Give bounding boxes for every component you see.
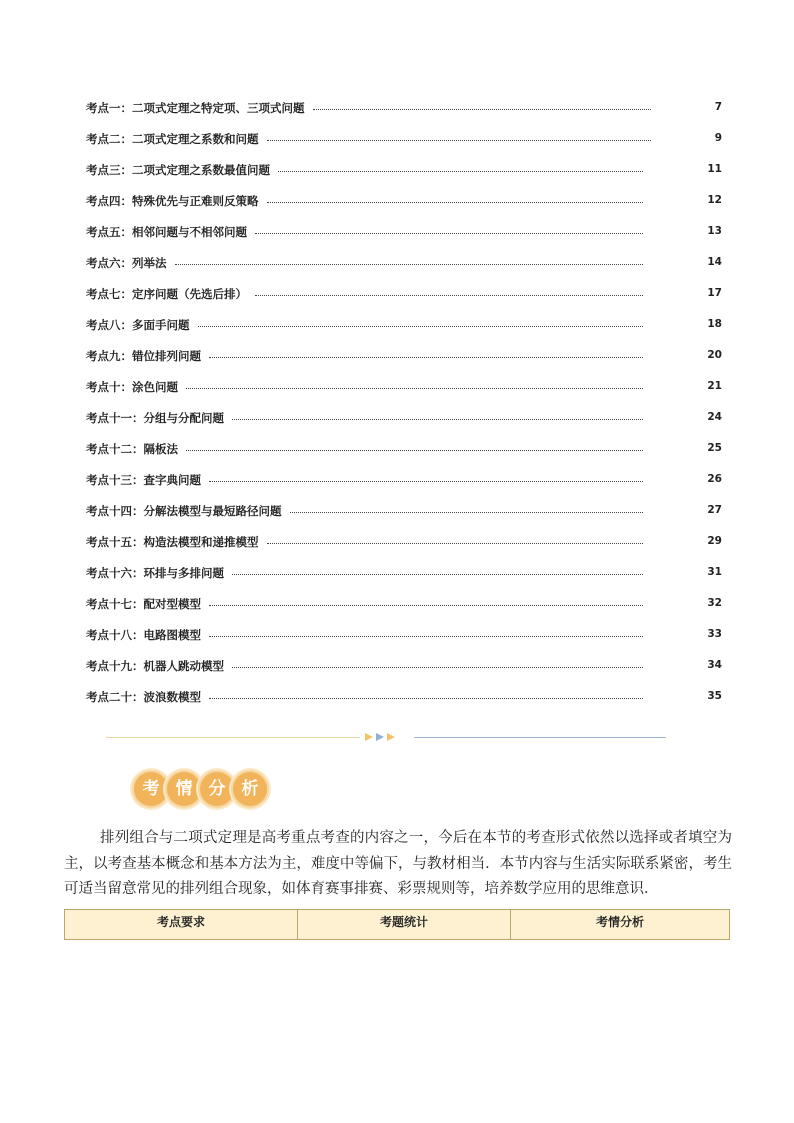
header-cell-requirements: 考点要求 (156, 915, 205, 929)
toc-leader-dots (186, 450, 643, 451)
toc-leader-dots (209, 481, 643, 482)
toc-entry-page: 14 (707, 256, 722, 268)
toc-entry-page: 13 (707, 225, 722, 237)
toc-entry-page: 34 (707, 659, 722, 671)
toc-leader-dots (198, 326, 643, 327)
toc-entry[interactable] (86, 253, 722, 273)
toc-entry-page: 25 (707, 442, 722, 454)
toc-entry[interactable] (86, 284, 722, 304)
toc-entry[interactable] (86, 470, 722, 490)
toc-entry[interactable] (86, 501, 722, 521)
toc-entry[interactable] (86, 687, 722, 707)
toc-entry-label: 考点十三：查字典问题 (86, 473, 201, 487)
toc-entry[interactable] (86, 377, 722, 397)
header-cell-statistics: 考题统计 (297, 910, 510, 939)
header-cell-analysis: 考情分析 (510, 910, 729, 939)
triple-arrow-icon (363, 731, 403, 743)
divider-left (106, 737, 360, 738)
toc-leader-dots (209, 605, 643, 606)
toc-entry[interactable] (86, 408, 722, 428)
toc-entry-page: 11 (707, 163, 722, 175)
toc-entry-page: 12 (707, 194, 722, 206)
toc-entry-page: 33 (707, 628, 722, 640)
toc-entry[interactable] (86, 160, 722, 180)
toc-entry-page: 32 (707, 597, 722, 609)
toc-leader-dots (278, 171, 643, 172)
toc-entry-label: 考点十八：电路图模型 (86, 628, 201, 642)
toc-entry-label: 考点十二：隔板法 (86, 442, 178, 456)
toc-leader-dots (267, 202, 643, 203)
toc-leader-dots (313, 109, 651, 110)
toc-entry[interactable] (86, 191, 722, 211)
badge-char: 情 (165, 770, 203, 808)
toc-entry-label: 考点二：二项式定理之系数和问题 (86, 132, 259, 146)
analysis-table-header (64, 909, 730, 940)
toc-entry[interactable] (86, 315, 722, 335)
toc-entry-page: 27 (707, 504, 722, 516)
toc-entry-label: 考点十一：分组与分配问题 (86, 411, 224, 425)
toc-entry-page: 7 (714, 101, 722, 113)
toc-entry-label: 考点十九：机器人跳动模型 (86, 659, 224, 673)
toc-entry-page: 17 (707, 287, 722, 299)
toc-entry-label: 考点十四：分解法模型与最短路径问题 (86, 504, 282, 518)
toc-entry[interactable] (86, 656, 722, 676)
toc-leader-dots (232, 419, 643, 420)
toc-entry[interactable] (86, 222, 722, 242)
toc-entry[interactable] (86, 129, 722, 149)
toc-leader-dots (232, 574, 643, 575)
toc-leader-dots (232, 667, 643, 668)
toc-leader-dots (267, 140, 651, 141)
toc-entry-page: 21 (707, 380, 722, 392)
divider-right (414, 737, 666, 738)
toc-entry[interactable] (86, 346, 722, 366)
badge-char: 考 (132, 770, 170, 808)
toc-entry[interactable] (86, 563, 722, 583)
toc-entry-page: 9 (714, 132, 722, 144)
toc-leader-dots (186, 388, 643, 389)
toc-leader-dots (255, 295, 643, 296)
badge-char: 析 (231, 770, 269, 808)
toc-entry-label: 考点十：涂色问题 (86, 380, 178, 394)
toc-entry-label: 考点七：定序问题（先选后排） (86, 287, 247, 301)
toc-entry-page: 18 (707, 318, 722, 330)
toc-entry-page: 35 (707, 690, 722, 702)
toc-entry-label: 考点十五：构造法模型和递推模型 (86, 535, 259, 549)
toc-entry[interactable] (86, 532, 722, 552)
toc-entry-label: 考点二十：波浪数模型 (86, 690, 201, 704)
toc-entry-page: 26 (707, 473, 722, 485)
toc-leader-dots (255, 233, 643, 234)
toc-entry[interactable] (86, 439, 722, 459)
toc-entry[interactable] (86, 594, 722, 614)
toc-entry[interactable] (86, 625, 722, 645)
toc-entry-page: 29 (707, 535, 722, 547)
toc-entry-label: 考点十七：配对型模型 (86, 597, 201, 611)
toc-leader-dots (209, 357, 643, 358)
toc-entry-page: 24 (707, 411, 722, 423)
toc-leader-dots (267, 543, 643, 544)
toc-entry-label: 考点八：多面手问题 (86, 318, 190, 332)
toc-entry-label: 考点六：列举法 (86, 256, 167, 270)
toc-entry-label: 考点四：特殊优先与正难则反策略 (86, 194, 259, 208)
toc-entry-page: 31 (707, 566, 722, 578)
toc-entry-label: 考点三：二项式定理之系数最值问题 (86, 163, 270, 177)
analysis-paragraph: 排列组合与二项式定理是高考重点考查的内容之一，今后在本节的考查形式依然以选择或者填空为主，以考查基本概念和基本方法为主，难度中等偏下，与教材相当．本节内容与生活实际联系紧密，考生可适当留意常见的排列组合现象，如体育赛事排赛、彩票规则等，培养数学应用的思维意识． (64, 830, 732, 897)
toc-entry-label: 考点九：错位排列问题 (86, 349, 201, 363)
toc-entry[interactable] (86, 98, 722, 118)
toc-leader-dots (209, 698, 643, 699)
toc-entry-label: 考点一：二项式定理之特定项、三项式问题 (86, 101, 305, 115)
badge-char: 分 (198, 770, 236, 808)
toc-leader-dots (175, 264, 643, 265)
toc-entry-page: 20 (707, 349, 722, 361)
toc-entry-label: 考点十六：环排与多排问题 (86, 566, 224, 580)
toc-leader-dots (209, 636, 643, 637)
toc-entry-label: 考点五：相邻问题与不相邻问题 (86, 225, 247, 239)
toc-leader-dots (290, 512, 643, 513)
